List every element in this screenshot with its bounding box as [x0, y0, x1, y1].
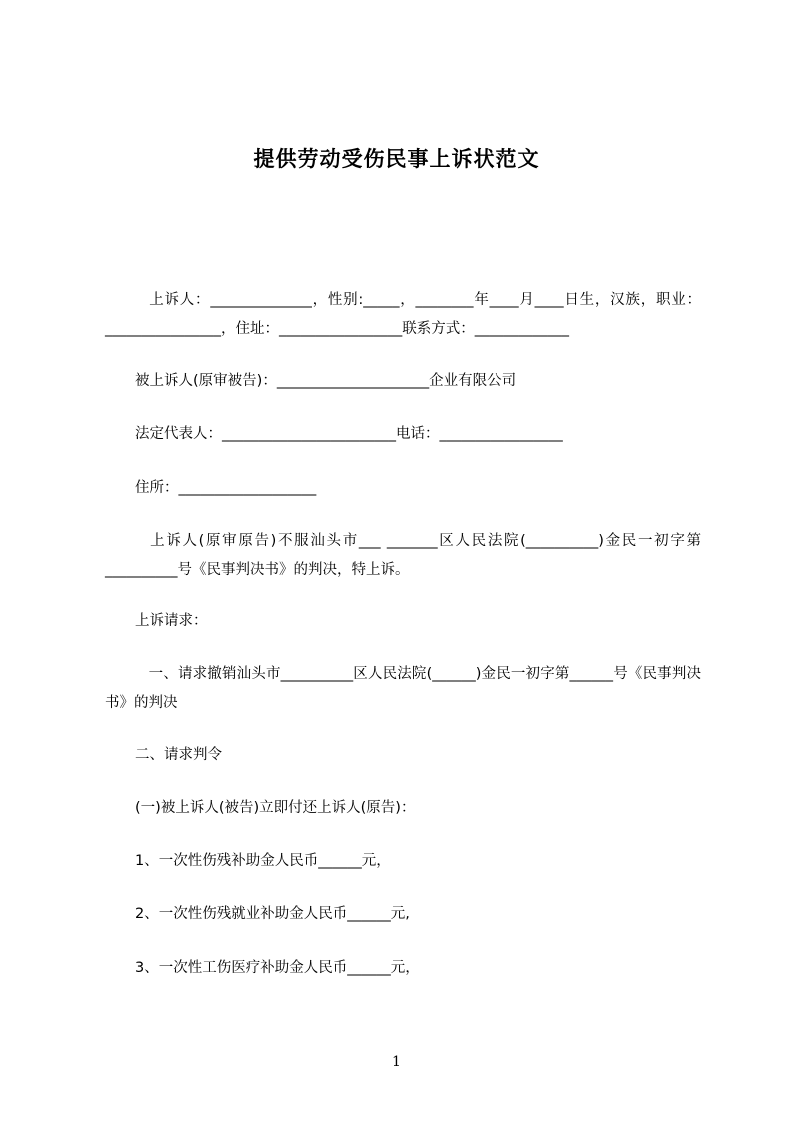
- respondent-line: 被上诉人(原审被告)：_____________________企业有限公司: [135, 373, 517, 389]
- address-line: 住所：___________________: [135, 480, 317, 496]
- list-item-3: 3、一次性工伤医疗补助金人民币______元，: [135, 960, 420, 976]
- appeal-requests-heading: 上诉请求：: [135, 613, 208, 629]
- sub-item-one-line: (一)被上诉人(被告)立即付还上诉人(原告)：: [135, 800, 416, 816]
- legal-representative-line: 法定代表人：________________________电话：_________________: [135, 426, 563, 442]
- request-one-paragraph: 一、请求撤销汕头市__________区人民法院(______)金民一初字第______号《民事判决书》的判决: [105, 666, 701, 711]
- list-item-2: 2、一次性伤残就业补助金人民币______元,: [135, 906, 410, 922]
- appeal-statement-paragraph: 上诉人(原审原告)不服汕头市___ _______区人民法院(__________)金民一初字第__________号《民事判决书》的判决，特上诉。: [105, 533, 701, 578]
- document-title: 提供劳动受伤民事上诉状范文: [253, 147, 540, 171]
- page-number: 1: [392, 1054, 401, 1070]
- list-item-1: 1、一次性伤残补助金人民币______元，: [135, 853, 391, 869]
- appellant-paragraph: 上诉人：______________，性别:_____，________年____月____日生，汉族，职业：________________，住址：_________________联系方式：_____________: [105, 292, 701, 337]
- request-two-line: 二、请求判令: [135, 747, 222, 763]
